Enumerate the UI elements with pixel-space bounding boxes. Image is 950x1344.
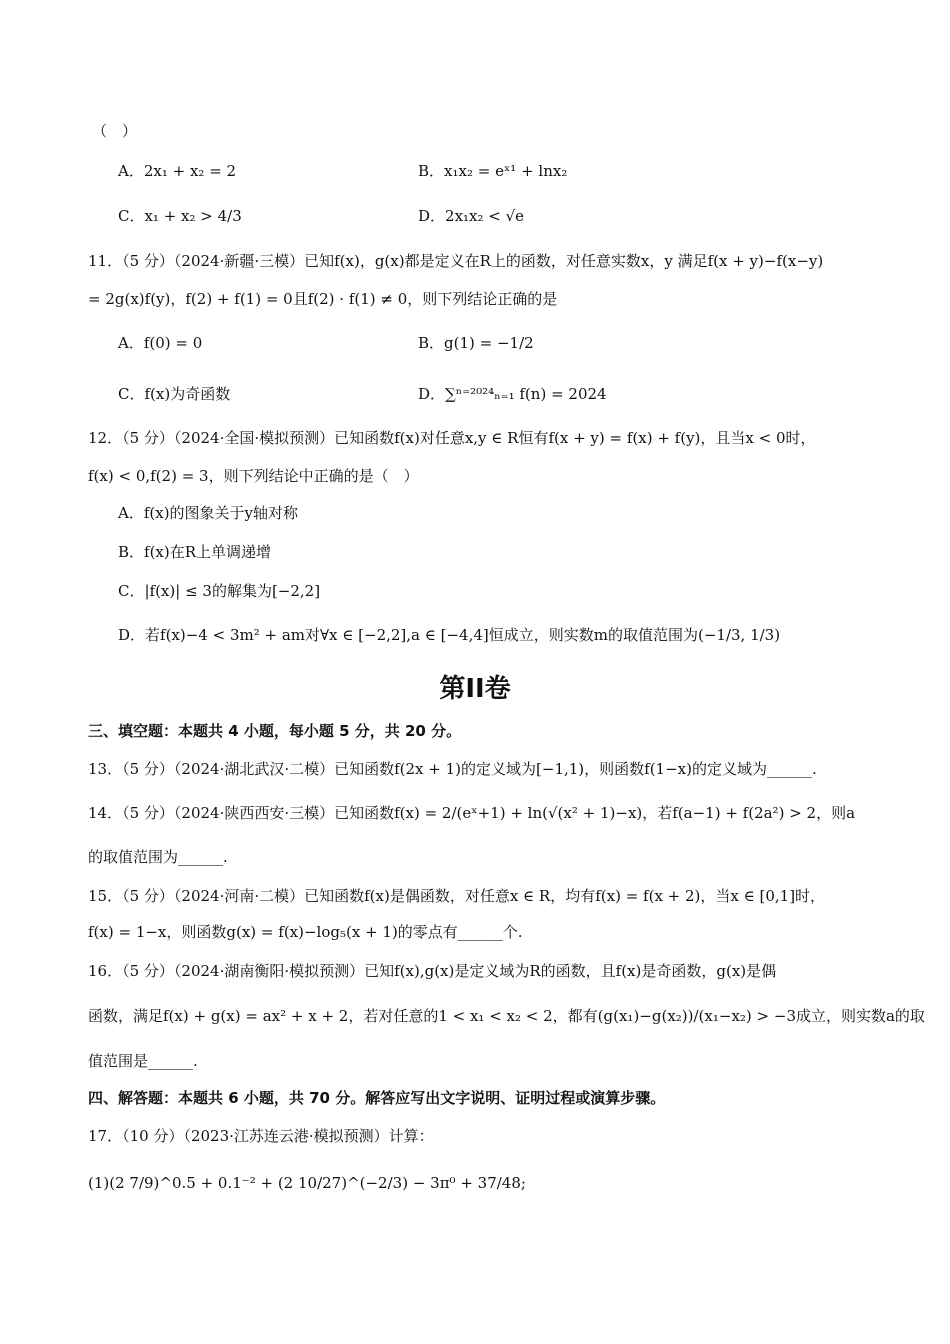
q12-stem-line1: 12．（5 分）（2024·全国·模拟预测）已知函数f(x)对任意x,y ∈ R恒有f(x + y) = f(x) + f(y)，且当x < 0时， [88,429,816,447]
q16-stem-line3: 值范围是______. [88,1052,198,1070]
q11-option-a: A．f(0) = 0 [118,334,203,352]
q13-stem: 13．（5 分）（2024·湖北武汉·二模）已知函数f(2x + 1)的定义域为[−1,1)，则函数f(1−x)的定义域为______. [88,760,817,778]
q12-stem-line2: f(x) < 0,f(2) = 3，则下列结论中正确的是（ ） [88,467,419,485]
q16-stem-line1: 16．（5 分）（2024·湖南衡阳·模拟预测）已知f(x),g(x)是定义域为R的函数，且f(x)是奇函数，g(x)是偶 [88,962,777,980]
q16-stem-line2: 函数，满足f(x) + g(x) = ax² + x + 2，若对任意的1 < x₁ < x₂ < 2，都有(g(x₁)−g(x₂))/(x₁−x₂) > −3成立，则实数a的取 [88,1007,925,1025]
q10-option-c: C．x₁ + x₂ > 4/3 [118,207,242,225]
q11-option-c: C．f(x)为奇函数 [118,385,231,403]
answer-paren: （ ） [92,122,138,140]
q12-option-d: D．若f(x)−4 < 3m² + am对∀x ∈ [−2,2],a ∈ [−4,4]恒成立，则实数m的取值范围为(−1/3, 1/3) [118,626,781,644]
q10-option-b: B．x₁x₂ = eˣ¹ + lnx₂ [418,162,568,180]
q15-stem-line2: f(x) = 1−x，则函数g(x) = f(x)−log₅(x + 1)的零点有______个. [88,923,523,941]
q11-option-b: B．g(1) = −1/2 [418,334,534,352]
q12-option-b: B．f(x)在R上单调递增 [118,543,272,561]
part2-title: 第II卷 [439,674,511,704]
q14-stem-line2: 的取值范围为______. [88,848,228,866]
q10-option-a: A．2x₁ + x₂ = 2 [118,162,237,180]
q15-stem-line1: 15．（5 分）（2024·河南·二模）已知函数f(x)是偶函数，对任意x ∈ R，均有f(x) = f(x + 2)，当x ∈ [0,1]时， [88,887,826,905]
q17-part1: (1)(2 7/9)^0.5 + 0.1⁻² + (2 10/27)^(−2/3) − 3π⁰ + 37/48; [88,1174,526,1192]
q17-stem: 17．（10 分）（2023·江苏连云港·模拟预测）计算： [88,1127,434,1145]
q14-stem-line1: 14．（5 分）（2024·陕西西安·三模）已知函数f(x) = 2/(eˣ+1) + ln(√(x² + 1)−x)，若f(a−1) + f(2a²) > 2，则a [88,804,856,822]
section3-heading: 三、填空题：本题共 4 小题，每小题 5 分，共 20 分。 [88,722,462,740]
q12-option-c: C．|f(x)| ≤ 3的解集为[−2,2] [118,582,321,600]
q11-stem-line1: 11．（5 分）（2024·新疆·三模）已知f(x)，g(x)都是定义在R上的函数，对任意实数x，y 满足f(x + y)−f(x−y) [88,252,824,270]
q11-stem-line2: = 2g(x)f(y)，f(2) + f(1) = 0且f(2) · f(1) ≠ 0，则下列结论正确的是 [88,290,558,308]
section4-heading: 四、解答题：本题共 6 小题，共 70 分。解答应写出文字说明、证明过程或演算步骤。 [88,1089,666,1107]
q10-option-d: D．2x₁x₂ < √e [418,207,525,225]
q11-option-d: D．∑ⁿ⁼²⁰²⁴ₙ₌₁ f(n) = 2024 [418,385,607,403]
q12-option-a: A．f(x)的图象关于y轴对称 [118,504,299,522]
